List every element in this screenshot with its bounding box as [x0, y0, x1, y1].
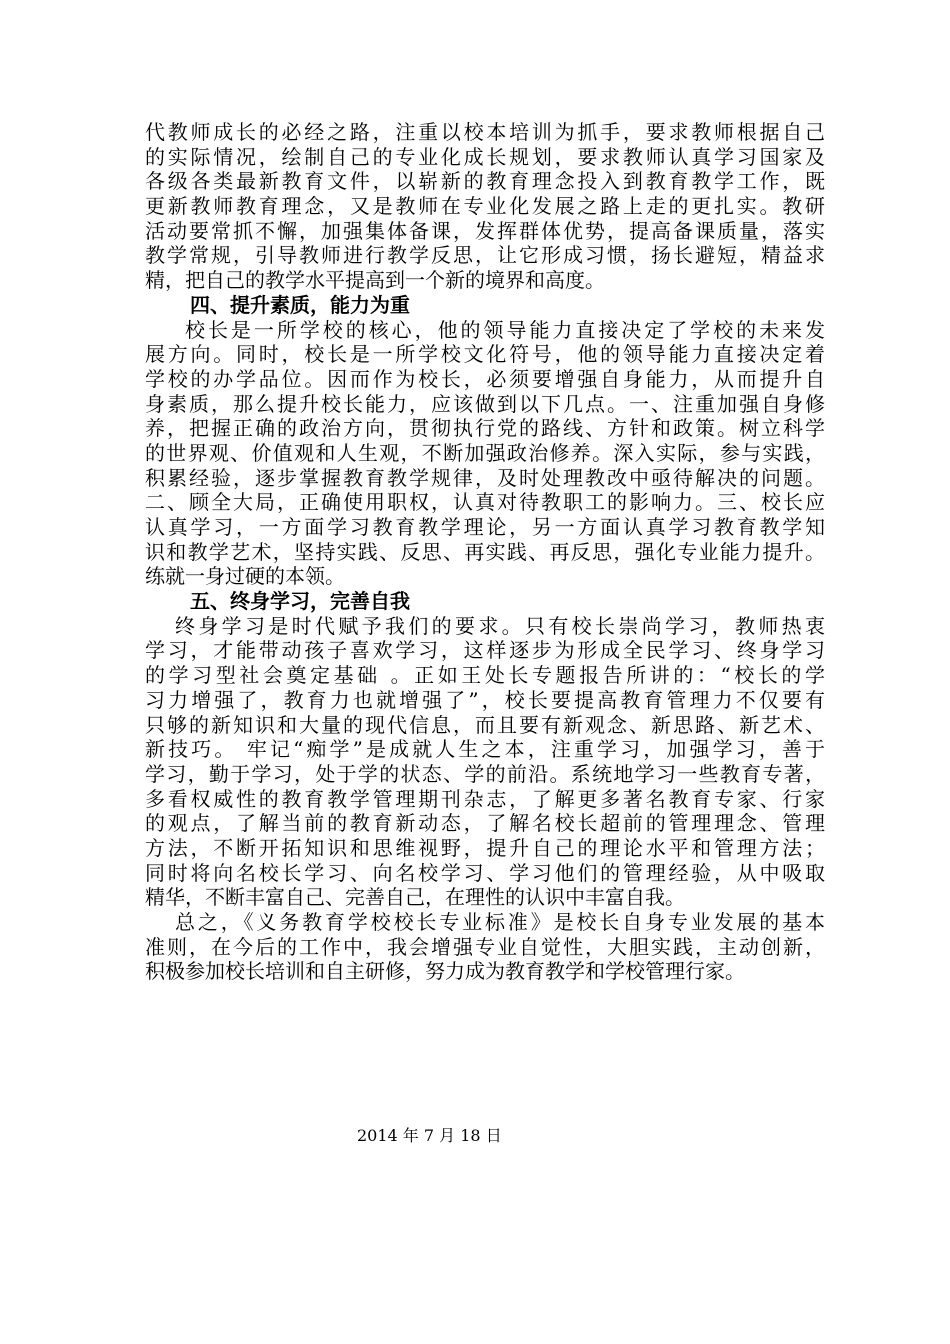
paragraph-line: 更新教师教育理念，又是教师在专业化发展之路上走的更扎实。教研: [145, 194, 825, 219]
paragraph-line: 各级各类最新教育文件，以崭新的教育理念投入到教育教学工作，既: [145, 169, 825, 194]
paragraph-line: 准则，在今后的工作中，我会增强专业自觉性，大胆实践，主动创新，: [145, 934, 825, 959]
paragraph-line: 学习，勤于学习，处于学的状态、学的前沿。系统地学习一些教育专著，: [145, 761, 825, 786]
paragraph-line: 方法，不断开拓知识和思维视野，提升自己的理论水平和管理方法；: [145, 835, 825, 860]
paragraph-line: 精，把自己的教学水平提高到一个新的境界和高度。: [145, 268, 605, 293]
document-date: 2014 年 7 月 18 日: [357, 1126, 502, 1145]
section-heading-4: 四、提升素质，能力为重: [190, 292, 410, 317]
paragraph-line: 代教师成长的必经之路，注重以校本培训为抓手，要求教师根据自己: [145, 120, 825, 144]
paragraph-line: 养，把握正确的政治方向，贯彻执行党的路线、方针和政策。树立科学: [145, 416, 825, 441]
paragraph-line: 认真学习，一方面学习教育教学理论，另一方面认真学习教育教学知: [145, 515, 825, 539]
paragraph-line: 多看权威性的教育教学管理期刊杂志，了解更多著名教育专家、行家: [145, 786, 825, 811]
paragraph-lifelong-learning: [145, 614, 825, 910]
paragraph-line: 同时将向名校长学习、向名校学习、学习他们的管理经验，从中吸取: [145, 860, 825, 885]
paragraph-principal-quality: [145, 318, 825, 590]
paragraph-line: 学校的办学品位。因而作为校长，必须要增强自身能力，从而提升自: [145, 366, 825, 391]
paragraph-line: 活动要常抓不懈，加强集体备课，发挥群体优势，提高备课质量，落实: [145, 218, 825, 243]
paragraph-line: 练就一身过硬的本领。: [145, 564, 345, 589]
paragraph-line: 的世界观、价值观和人生观，不断加强政治修养。深入实际，参与实践，: [145, 440, 825, 465]
paragraph-line: 展方向。同时，校长是一所学校文化符号，他的领导能力直接决定着: [145, 342, 825, 367]
paragraph-line: 新技巧。 牢记“痴学”是成就人生之本，注重学习，加强学习，善于: [145, 737, 825, 762]
paragraph-line: 积累经验，逐步掌握教育教学规律，及时处理教改中亟待解决的问题。: [145, 465, 825, 490]
paragraph-line: 二、顾全大局，正确使用职权，认真对待教职工的影响力。三、校长应: [145, 490, 825, 515]
paragraph-line: 校长是一所学校的核心，他的领导能力直接决定了学校的未来发: [185, 317, 825, 342]
paragraph-line: 教学常规，引导教师进行教学反思，让它形成习惯，扬长避短，精益求: [145, 243, 825, 268]
paragraph-line: 的学习型社会奠定基础 。正如王处长专题报告所讲的：“校长的学: [145, 663, 825, 688]
paragraph-line: 积极参加校长培训和自主研修，努力成为教育教学和学校管理行家。: [145, 959, 745, 984]
paragraph-line: 身素质，那么提升校长能力，应该做到以下几点。一、注重加强自身修: [145, 391, 825, 416]
paragraph-line: 习力增强了，教育力也就增强了”，校长要提高教育管理力不仅要有: [145, 687, 825, 712]
paragraph-line: 的观点，了解当前的教育新动态，了解名校长超前的管理理念、管理: [145, 811, 825, 836]
paragraph-line: 精华，不断丰富自己、完善自己，在理性的认识中丰富自我。: [145, 885, 685, 910]
section-heading-5: 五、终身学习，完善自我: [190, 589, 410, 614]
paragraph-teacher-development: [145, 120, 825, 293]
paragraph-line: 的实际情况，绘制自己的专业化成长规划，要求教师认真学习国家及: [145, 144, 825, 169]
paragraph-line: 总之，《义务教育学校校长专业标准》是校长自身专业发展的基本: [175, 910, 825, 934]
document-body: [145, 120, 825, 984]
paragraph-conclusion: [145, 910, 825, 984]
paragraph-line: 只够的新知识和大量的现代信息，而且要有新观念、新思路、新艺术、: [145, 712, 825, 737]
paragraph-line: 识和教学艺术，坚持实践、反思、再实践、再反思，强化专业能力提升。: [145, 539, 825, 564]
paragraph-line: 终身学习是时代赋予我们的要求。只有校长崇尚学习，教师热衷: [175, 613, 825, 638]
paragraph-line: 学习，才能带动孩子喜欢学习，这样逐步为形成全民学习、终身学习: [145, 638, 825, 663]
